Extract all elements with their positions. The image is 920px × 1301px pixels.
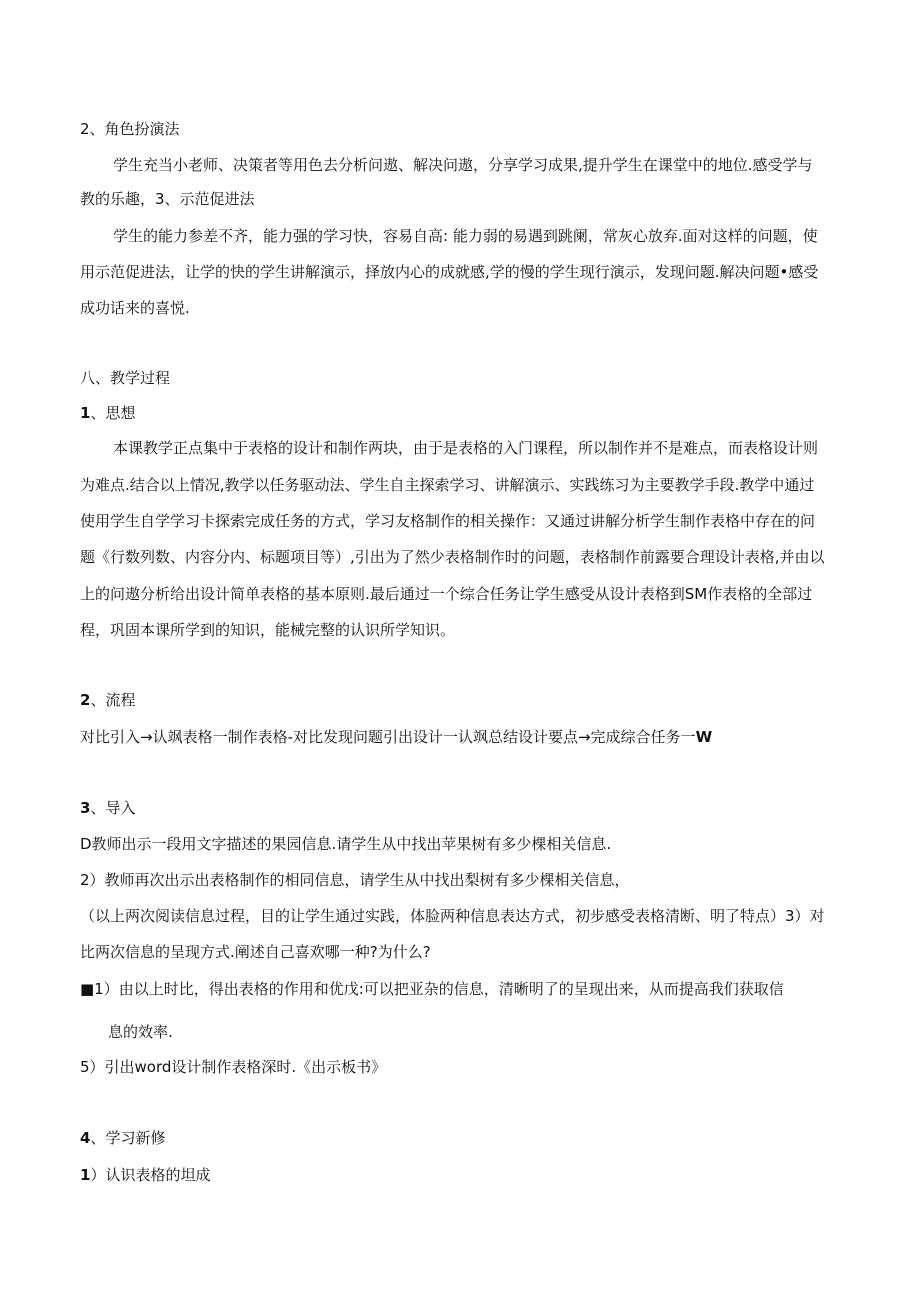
section-heading-role-play: 2、角色扮演法 <box>80 120 180 138</box>
list-item: D教师出示一段用文字描述的果园信息.请学生从中找出苹果树有多少棵相关信息. <box>80 835 612 853</box>
paragraph-line: 学生充当小老师、决策者等用色去分析问遨、解决问遨，分享学习成果,提升学生在课堂中的地位.感受学与 <box>113 156 813 174</box>
list-item: 5）引出word设计制作表格深时.《出示板书》 <box>80 1058 387 1076</box>
list-item: （以上两次阅读信息过程，目的让学生通过实践，体脸两种信息表达方式，初步感受表格清断、明了特点）3）对 <box>80 907 825 925</box>
subheading-label: 、学习新修 <box>90 1129 166 1147</box>
item-number: 1 <box>80 1166 91 1184</box>
paragraph-line: 程，巩固本课所学到的知识，能械完整的认识所学知识。 <box>80 621 456 639</box>
list-item: ■1）由以上时比，得出表格的作用和优戊:可以把亚杂的信息，清晰明了的呈现出来，从而提高我们获取信 <box>80 980 784 998</box>
paragraph-line: 题《行数列数、内容分内、标题项目等）,引出为了然少表格制作时的问题，表格制作前露要合理设计表格,并由以 <box>80 548 825 566</box>
subheading-number: 4 <box>80 1129 91 1147</box>
subheading-new-learning <box>80 1127 165 1149</box>
subheading-number: 1 <box>80 404 91 422</box>
subheading-flow <box>80 689 135 711</box>
paragraph-line: 本课教学正点集中于表格的设计和制作两块，由于是表格的入门课程，所以制作并不是难点，而表格设计则 <box>113 439 819 457</box>
flow-steps: 对比引入→认飒表格一制作表格-对比发现问题引出设计一认飒总结设计要点→完成综合任务一 <box>80 728 696 746</box>
section-heading-teaching-process: 八、教学过程 <box>80 369 171 387</box>
list-item: 息的效率. <box>108 1023 173 1041</box>
item-label: ）认识表格的坦成 <box>90 1166 211 1184</box>
subheading-number: 2 <box>80 691 91 709</box>
subheading-thoughts <box>80 402 135 424</box>
subheading-label: 、思想 <box>90 404 136 422</box>
subheading-label: 、流程 <box>90 691 136 709</box>
paragraph-line: 用示范促进法，让学的快的学生讲解演示，择放内心的成就感,学的慢的学生现行演示，发现问题.解决问题•感受 <box>80 263 819 281</box>
subheading-number: 3 <box>80 799 91 817</box>
flow-line <box>80 726 712 748</box>
paragraph-line: 成功话来的喜悦. <box>80 299 190 317</box>
flow-tail: W <box>695 728 713 746</box>
list-item: 比两次信息的呈现方式.阐述自己喜欢哪一种?为什么? <box>80 943 431 961</box>
list-item <box>80 1164 210 1186</box>
paragraph-line: 使用学生自学学习卡探索完成任务的方式，学习友格制作的相关操作：又通过讲解分析学生制作表格中存在的问 <box>80 512 816 530</box>
subheading-intro <box>80 797 135 819</box>
paragraph-line: 为难点.结合以上情况,教学以任务驱动法、学生自主探索学习、讲解演示、实践练习为主要教学手段.教学中通过 <box>80 476 815 494</box>
paragraph-line: 学生的能力参差不齐，能力强的学习快，容易自高: 能力弱的易遇到跳阑，常灰心放弃.面对这样的问题，使 <box>113 227 818 245</box>
list-item: 2）教师再次出示出表格制作的相同信息，请学生从中找出梨树有多少棵相关信息， <box>80 871 630 889</box>
paragraph-line: 教的乐趣，3、示范促进法 <box>80 190 255 208</box>
paragraph-line: 上的问遨分析给出设计简单表格的基本原则.最后通过一个综合任务让学生感受从设计表格到SM作表格的全部过 <box>80 585 813 603</box>
subheading-label: 、导入 <box>90 799 136 817</box>
